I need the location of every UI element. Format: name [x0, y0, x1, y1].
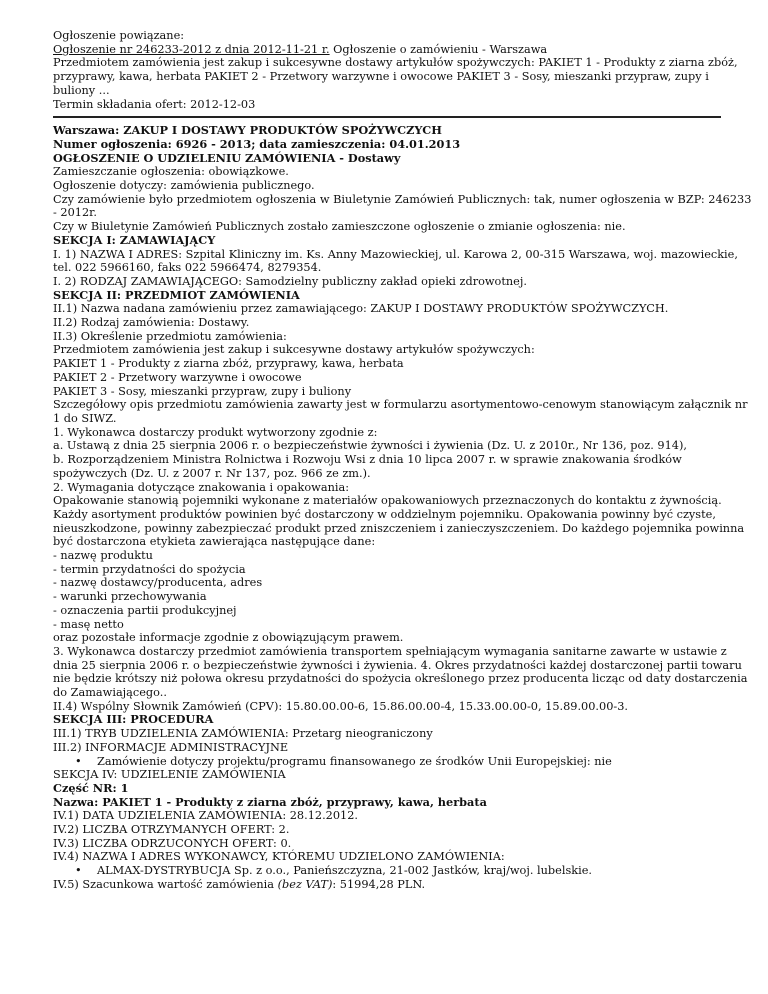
section-3-line: III.1) TRYB UDZIELENIA ZAMÓWIENIA: Przetarg nieograniczony: [53, 727, 433, 741]
section-2-line: II.3) Określenie przedmiotu zamówienia:: [53, 329, 287, 343]
section-4-line: IV.1) DATA UDZIELENIA ZAMÓWIENIA: 28.12.2012.: [53, 809, 358, 823]
notice-intro-line: Czy zamówienie było przedmiotem ogłoszenia w Biuletynie Zamówień Publicznych: tak, numer ogłoszenia w BZP: 246233 - 2012r.: [53, 192, 752, 220]
section-1-line: I. 2) RODZAJ ZAMAWIAJĄCEGO: Samodzielny publiczny zakład opieki zdrowotnej.: [53, 274, 527, 288]
section-2-line: a. Ustawą z dnia 25 sierpnia 2006 r. o bezpieczeństwie żywności i żywienia (Dz. U. z 2010r., Nr 136, poz. 914),: [53, 439, 687, 453]
section-2-line: II.1) Nazwa nadana zamówieniu przez zamawiającego: ZAKUP I DOSTAWY PRODUKTÓW SPOŻYWCZYCH.: [53, 302, 669, 316]
section-4-line: IV.3) LICZBA ODRZUCONYCH OFERT: 0.: [53, 836, 292, 850]
notice-intro-line: Ogłoszenie dotyczy: zamówienia publicznego.: [53, 179, 315, 193]
section-2-line: II.2) Rodzaj zamówienia: Dostawy.: [53, 316, 250, 330]
section-2-line: 1. Wykonawca dostarczy produkt wytworzony zgodnie z:: [53, 425, 378, 439]
estimated-value: [53, 878, 754, 892]
part-name: Nazwa: PAKIET 1 - Produkty z ziarna zbóż, przyprawy, kawa, herbata: [53, 794, 487, 809]
section-3-heading: SEKCJA III: PROCEDURA: [53, 712, 214, 727]
notice-type: OGŁOSZENIE O UDZIELENIU ZAMÓWIENIA - Dostawy: [53, 150, 401, 165]
separator-rule: [53, 116, 721, 118]
section-2-line: Szczegółowy opis przedmiotu zamówienia zawarty jest w formularzu asortymentowo-cenowym stanowiącym załącznik nr 1 do SIWZ.: [53, 398, 748, 425]
estimated-value-note: (bez VAT): [277, 877, 333, 891]
section-2-line: Przedmiotem zamówienia jest zakup i sukcesywne dostawy artykułów spożywczych:: [53, 343, 535, 357]
section-2-heading: SEKCJA II: PRZEDMIOT ZAMÓWIENIA: [53, 287, 300, 302]
section-2-line: oraz pozostałe informacje zgodnie z obowiązującym prawem.: [53, 631, 404, 645]
section-2-line: 3. Wykonawca dostarczy przedmiot zamówienia transportem spełniającym wymagania sanitarne zawarte w ustawie z dnia 25 sierpnia 2006 r. o bezpieczeństwie żywności i żywienia. 4. Okres przydatności każdej dostarczonej partii towaru nie będzie krótszy niż połowa okresu przydatności do spożycia określonego przez producenta licząc od daty dostarczenia do Zamawiającego..: [53, 644, 748, 700]
label-list-item: - termin przydatności do spożycia: [53, 562, 246, 576]
bullet-icon: •: [75, 754, 82, 768]
section-1-line: I. 1) NAZWA I ADRES: Szpital Kliniczny im. Ks. Anny Mazowieckiej, ul. Karowa 2, 00-315 Warszawa, woj. mazowieckie, tel. 022 5966160, faks 022 5966474, 8279354.: [53, 247, 738, 275]
notice-intro-line: Zamieszczanie ogłoszenia: obowiązkowe.: [53, 165, 289, 179]
related-notice-link[interactable]: Ogłoszenie nr 246233-2012 z dnia 2012-11-21 r.: [53, 42, 330, 56]
related-description: Przedmiotem zamówienia jest zakup i sukcesywne dostawy artykułów spożywczych: PAKIET 1 - Produkty z ziarna zbóż, przyprawy, kawa, herbata PAKIET 2 - Przetwory warzywne i owocowe PAKIET 3 - Sosy, mieszanki przypraw, zupy i buliony ...: [53, 56, 738, 97]
cpv-codes: II.4) Wspólny Słownik Zamówień (CPV): 15.80.00.00-6, 15.86.00.00-4, 15.33.00.00-0, 15.89.00.00-3.: [53, 699, 628, 713]
section-4-line: IV.4) NAZWA I ADRES WYKONAWCY, KTÓREMU UDZIELONO ZAMÓWIENIA:: [53, 850, 505, 864]
section-2-line: 2. Wymagania dotyczące znakowania i opakowania:: [53, 480, 349, 494]
related-heading: Ogłoszenie powiązane:: [53, 29, 185, 42]
label-list-item: - nazwę dostawcy/producenta, adres: [53, 576, 263, 590]
related-notice-suffix: Ogłoszenie o zamówieniu - Warszawa: [329, 42, 548, 56]
section-2-line: b. Rozporządzeniem Ministra Rolnictwa i Rozwoju Wsi z dnia 10 lipca 2007 r. w sprawie znakowania środków spożywczych (Dz. U. z 2007 r. Nr 137, poz. 966 ze zm.).: [53, 453, 682, 480]
section-2-line: Opakowanie stanowią pojemniki wykonane z materiałów opakowaniowych przeznaczonych do kontaktu z żywnością. Każdy asortyment produktów powinien być dostarczony w oddzielnym pojemniku. Opakowania powinny być czyste, nieuszkodzone, powinny zabezpieczać produkt przed zniszczeniem i zanieczyszczeniem. Do każdego pojemnika powinna być dostarczona etykieta zawierająca następujące dane:: [53, 494, 745, 549]
section-3-line: III.2) INFORMACJE ADMINISTRACYJNE: [53, 740, 289, 754]
bullet-text: Zamówienie dotyczy projektu/programu finansowanego ze środków Unii Europejskiej: nie: [97, 754, 612, 768]
part-number: Część NR: 1: [53, 780, 129, 795]
related-deadline: Termin składania ofert: 2012-12-03: [53, 97, 256, 111]
section-4-heading: SEKCJA IV: UDZIELENIE ZAMÓWIENIA: [53, 768, 286, 782]
estimated-value-label: IV.5) Szacunkowa wartość zamówienia: [53, 877, 278, 891]
notice-intro-line: Czy w Biuletynie Zamówień Publicznych zostało zamieszczone ogłoszenie o zmianie ogłoszenia: nie.: [53, 220, 626, 234]
bullet-item: [53, 864, 754, 878]
section-2-line: PAKIET 1 - Produkty z ziarna zbóż, przyprawy, kawa, herbata: [53, 357, 404, 371]
label-list-item: - masę netto: [53, 617, 124, 631]
notice-title: Warszawa: ZAKUP I DOSTAWY PRODUKTÓW SPOŻYWCZYCH: [53, 123, 442, 138]
label-list-item: - oznaczenia partii produkcyjnej: [53, 603, 237, 617]
bullet-item: [53, 755, 754, 769]
bullet-icon: •: [75, 864, 82, 878]
section-4-line: IV.2) LICZBA OTRZYMANYCH OFERT: 2.: [53, 823, 290, 837]
section-2-line: PAKIET 2 - Przetwory warzywne i owocowe: [53, 370, 302, 384]
label-list-item: - warunki przechowywania: [53, 590, 207, 604]
notice-number: Numer ogłoszenia: 6926 - 2013; data zamieszczenia: 04.01.2013: [53, 136, 461, 151]
contractor-name: ALMAX-DYSTRYBUCJA Sp. z o.o., Panieńszczyzna, 21-002 Jastków, kraj/woj. lubelskie.: [97, 864, 592, 878]
estimated-value-amount: : 51994,28 PLN.: [332, 877, 426, 891]
label-list-item: - nazwę produktu: [53, 549, 153, 563]
related-notice-line: [53, 43, 754, 57]
section-2-line: PAKIET 3 - Sosy, mieszanki przypraw, zupy i buliony: [53, 384, 352, 398]
section-1-heading: SEKCJA I: ZAMAWIAJĄCY: [53, 232, 216, 247]
